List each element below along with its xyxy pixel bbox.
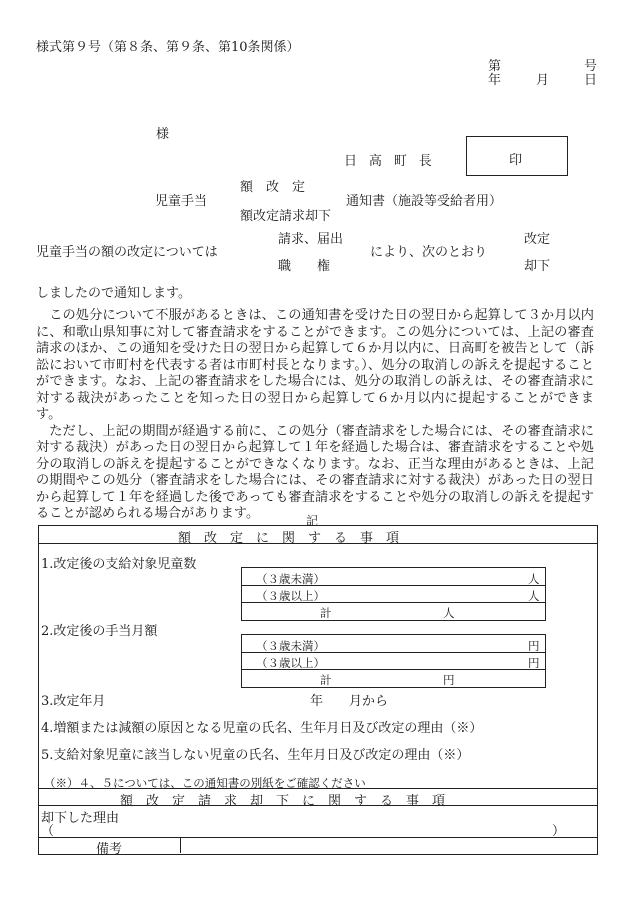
number-suffix: 号: [584, 59, 598, 74]
statement-prefix: 児童手当の額の改定については: [36, 245, 218, 260]
divider: [38, 788, 597, 789]
unit-person: 人: [443, 606, 455, 620]
under3-label: （３歳未満）: [256, 572, 325, 586]
section2-header: 額 改 定 請 求 却 下 に 関 す る 事 項: [120, 794, 446, 809]
appeal-notice: [36, 308, 594, 523]
item3-label: 3.改定年月: [41, 694, 106, 709]
statement-middle: により、次のとおり: [370, 245, 488, 260]
item4-label: 4.増額または減額の原因となる児童の氏名、生年月日及び改定の理由（※）: [41, 721, 483, 736]
over3-label: （３歳以上）: [256, 589, 325, 603]
item2-label: 2.改定後の手当月額: [41, 624, 158, 639]
note: （※）４、５については、この通知書の別紙をご確認ください: [44, 776, 366, 790]
date-year: 年: [488, 73, 502, 88]
result-option-kaitei: 改定: [524, 232, 551, 247]
date-month: 月: [536, 73, 550, 88]
over3-label: （３歳以上）: [256, 656, 325, 670]
recipient-suffix: 様: [156, 127, 170, 142]
paren-close: ）: [552, 824, 566, 839]
unit-person: 人: [528, 572, 540, 586]
result-option-kyakka: 却下: [524, 259, 551, 274]
number-prefix: 第: [488, 59, 502, 74]
unit-person: 人: [528, 589, 540, 603]
title-option-kyakka: 額改定請求却下: [240, 209, 332, 224]
item5-label: 5.支給対象児童に該当しない児童の氏名、生年月日及び改定の理由（※）: [41, 748, 470, 763]
item1-label: 1.改定後の支給対象児童数: [41, 557, 197, 572]
unit-yen: 円: [528, 639, 540, 653]
by-option-request: 請求、届出: [278, 232, 344, 247]
date-day: 日: [584, 73, 598, 88]
from-month: 年 月から: [310, 694, 389, 709]
title-option-kaitei: 額 改 定: [240, 180, 306, 195]
seal-box: [466, 136, 568, 176]
total-label: 計: [320, 673, 332, 687]
divider: [38, 805, 597, 806]
divider: [38, 543, 597, 544]
remarks-label: 備考: [96, 842, 123, 857]
ki-label: 記: [306, 514, 319, 528]
seal-label: 印: [509, 153, 523, 168]
unit-yen: 円: [443, 673, 455, 687]
divider: [180, 837, 181, 853]
paragraph-appeal: この処分について不服があるときは、この通知書を受けた日の翌日から起算して３か月以内に、和歌山県知事に対して審査請求をすることができます。この処分については、上記の審査請求のほか、この通知を受けた日の翌日から起算して６か月以内に、日高町を被告として（訴訟において市町村を代表する者は市町村長となります。）、処分の取消しの訴えを提起することができます。なお、上記の審査請求をした場合には、処分の取消しの訴えは、その審査請求に対する裁決があったことを知った日の翌日から起算して６か月以内に提起することができます。: [36, 308, 594, 422]
paren-open: （: [41, 824, 55, 839]
reason-label: 却下した理由: [41, 811, 120, 826]
form-id: 様式第９号（第８条、第９条、第10条関係）: [36, 40, 300, 55]
by-option-ex-officio: 職 権: [278, 259, 331, 274]
total-label: 計: [320, 606, 332, 620]
title-right: 通知書（施設等受給者用）: [346, 194, 503, 209]
section1-header: 額 改 定 に 関 す る 事 項: [178, 531, 400, 546]
under3-label: （３歳未満）: [256, 639, 325, 653]
issuer: 日 高 町 長: [344, 154, 436, 169]
title-left: 児童手当: [155, 194, 208, 209]
paragraph-time-limit: ただし、上記の期間が経過する前に、この処分（審査請求をした場合には、その審査請求に対する裁決）があった日の翌日から起算して１年を経過した場合は、審査請求をすることや処分の取消しの訴えを提起することができなくなります。なお、正当な理由があるときは、上記の期間やこの処分（審査請求をした場合には、その審査請求に対する裁決）があった日の翌日から起算して１年を経過した後であっても審査請求をすることや処分の取消しの訴えを提起することが認められる場合があります。: [36, 423, 594, 521]
unit-yen: 円: [528, 656, 540, 670]
statement-ending: しましたので通知します。: [36, 286, 191, 301]
